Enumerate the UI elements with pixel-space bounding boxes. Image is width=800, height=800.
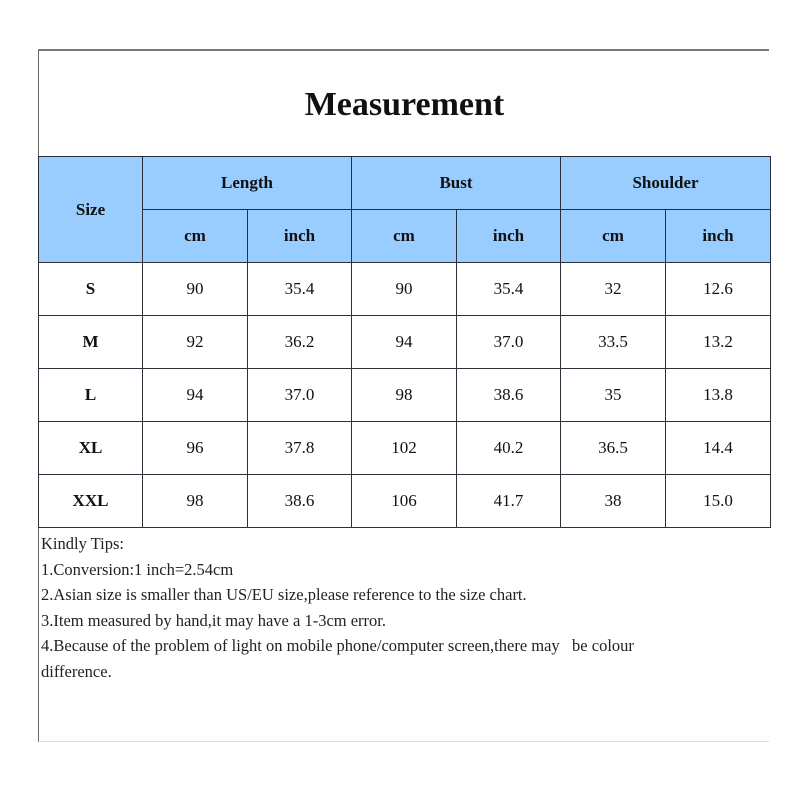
length-inch-cell: 37.8	[248, 422, 352, 475]
bust-inch-cell: 41.7	[457, 475, 561, 528]
shoulder-inch-header: inch	[666, 210, 771, 263]
table-row	[39, 475, 771, 528]
bust-cm-cell: 98	[352, 369, 457, 422]
length-inch-header: inch	[248, 210, 352, 263]
bust-inch-cell: 38.6	[457, 369, 561, 422]
size-chart-table	[38, 156, 771, 528]
length-inch-cell: 38.6	[248, 475, 352, 528]
length-inch-cell: 36.2	[248, 316, 352, 369]
bust-inch-header: inch	[457, 210, 561, 263]
header-row-units	[39, 210, 771, 263]
length-cm-cell: 96	[143, 422, 248, 475]
shoulder-inch-cell: 13.2	[666, 316, 771, 369]
bust-inch-cell: 35.4	[457, 263, 561, 316]
length-inch-cell: 37.0	[248, 369, 352, 422]
page-title: Measurement	[304, 85, 505, 123]
length-cm-header: cm	[143, 210, 248, 263]
tip-item: 4.Because of the problem of light on mobile phone/computer screen,there may be colour	[41, 636, 634, 655]
kindly-tips	[41, 531, 766, 684]
length-inch-cell: 35.4	[248, 263, 352, 316]
shoulder-cm-header: cm	[561, 210, 666, 263]
size-column-header: Size	[39, 157, 143, 263]
size-cell: S	[39, 263, 143, 316]
table-row	[39, 369, 771, 422]
tip-item: 2.Asian size is smaller than US/EU size,please reference to the size chart.	[41, 585, 527, 604]
shoulder-inch-cell: 15.0	[666, 475, 771, 528]
bust-inch-cell: 40.2	[457, 422, 561, 475]
shoulder-inch-cell: 14.4	[666, 422, 771, 475]
length-cm-cell: 92	[143, 316, 248, 369]
length-cm-cell: 98	[143, 475, 248, 528]
shoulder-cm-cell: 38	[561, 475, 666, 528]
size-cell: M	[39, 316, 143, 369]
size-cell: XL	[39, 422, 143, 475]
shoulder-cm-cell: 36.5	[561, 422, 666, 475]
bust-cm-cell: 106	[352, 475, 457, 528]
size-cell: XXL	[39, 475, 143, 528]
shoulder-group-header: Shoulder	[561, 157, 771, 210]
length-cm-cell: 90	[143, 263, 248, 316]
bust-cm-cell: 94	[352, 316, 457, 369]
shoulder-cm-cell: 32	[561, 263, 666, 316]
shoulder-inch-cell: 13.8	[666, 369, 771, 422]
table-row	[39, 263, 771, 316]
size-cell: L	[39, 369, 143, 422]
tips-heading: Kindly Tips:	[41, 534, 124, 553]
length-cm-cell: 94	[143, 369, 248, 422]
shoulder-cm-cell: 35	[561, 369, 666, 422]
tip-item-continued: difference.	[41, 661, 112, 681]
table-row	[39, 422, 771, 475]
shoulder-cm-cell: 33.5	[561, 316, 666, 369]
tip-item: 1.Conversion:1 inch=2.54cm	[41, 559, 234, 579]
table-row	[39, 316, 771, 369]
shoulder-inch-cell: 12.6	[666, 263, 771, 316]
bust-cm-cell: 90	[352, 263, 457, 316]
length-group-header: Length	[143, 157, 352, 210]
bust-inch-cell: 37.0	[457, 316, 561, 369]
header-row-groups	[39, 157, 771, 210]
bust-cm-cell: 102	[352, 422, 457, 475]
bust-cm-header: cm	[352, 210, 457, 263]
tip-item: 3.Item measured by hand,it may have a 1-3cm error.	[41, 610, 387, 630]
bust-group-header: Bust	[352, 157, 561, 210]
